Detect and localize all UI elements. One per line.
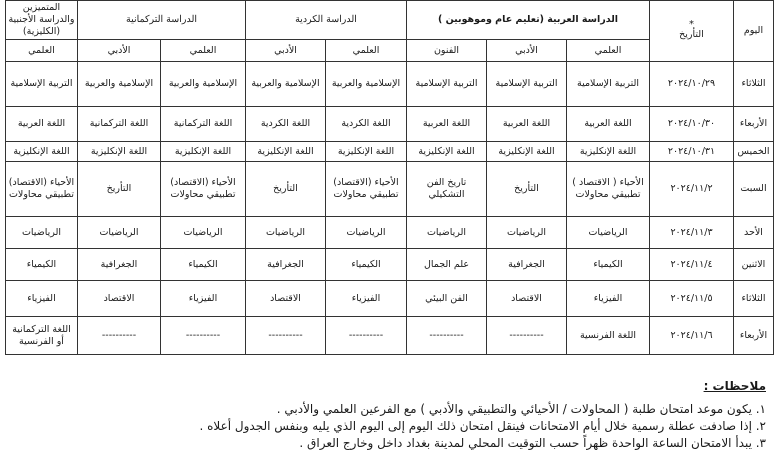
subject-cell: الأحياء (الاقتصاد) تطبيقي محاولات (5, 162, 77, 217)
subject-cell: الفيزياء (567, 281, 650, 317)
subject-cell: اللغة الفرنسية (567, 317, 650, 355)
branch-header: الأدبي (487, 40, 567, 62)
turkmen-group-header: الدراسة التركمانية (77, 1, 245, 40)
subject-cell: التأريخ (487, 162, 567, 217)
table-row (5, 62, 773, 107)
subject-cell: الجغرافية (487, 249, 567, 281)
schedule-body (5, 62, 773, 355)
subject-cell: ---------- (77, 317, 160, 355)
day-cell: الاثنين (734, 249, 774, 281)
table-row (5, 162, 773, 217)
group-header-row (5, 1, 773, 40)
subject-cell: التأريخ (77, 162, 160, 217)
date-cell: ٢٠٢٤/١٠/٣١ (650, 142, 734, 162)
exam-schedule-table (5, 0, 774, 355)
subject-cell: الفيزياء (326, 281, 407, 317)
subject-cell: اللغة التركمانية (161, 107, 246, 142)
day-cell: الخميس (734, 142, 774, 162)
subject-cell: ---------- (407, 317, 487, 355)
subject-cell: اللغة الإنكليزية (487, 142, 567, 162)
notes-title: ملاحظات : (703, 379, 766, 393)
subject-cell: الكيمياء (326, 249, 407, 281)
exam-schedule-sheet (6, 0, 774, 345)
date-cell: ٢٠٢٤/١٠/٣٠ (650, 107, 734, 142)
day-cell: الثلاثاء (734, 62, 774, 107)
note-line: ٣. يبدأ الامتحان الساعة الواحدة ظهراً حسب التوقيت المحلي لمدينة بغداد داخل وخارج العراق . (299, 436, 766, 450)
subject-cell: اللغة العربية (5, 107, 77, 142)
subject-cell: الاقتصاد (77, 281, 160, 317)
subject-cell: اللغة العربية (487, 107, 567, 142)
subject-cell: الرياضيات (246, 217, 326, 249)
table-row (5, 317, 773, 355)
subject-cell: الرياضيات (407, 217, 487, 249)
subject-cell: التربية الإسلامية (567, 62, 650, 107)
subject-cell: اللغة الإنكليزية (77, 142, 160, 162)
subject-cell: ---------- (246, 317, 326, 355)
subject-cell: اللغة الكردية (246, 107, 326, 142)
subject-cell: الإسلامية والعربية (161, 62, 246, 107)
note-line: ٢. إذا صادفت عطلة رسمية خلال أيام الامتحانات فينقل امتحان ذلك اليوم إلى اليوم الذي يليه وبنفس الجدول أعلاه . (199, 419, 766, 433)
subject-cell: تاريخ الفن التشكيلي (407, 162, 487, 217)
day-cell: الأحد (734, 217, 774, 249)
subject-cell: الاقتصاد (246, 281, 326, 317)
branch-header: الأدبي (246, 40, 326, 62)
subject-cell: اللغة الإنكليزية (407, 142, 487, 162)
day-cell: الأربعاء (734, 107, 774, 142)
subject-cell: الفن البيئي (407, 281, 487, 317)
subject-cell: ---------- (487, 317, 567, 355)
day-cell: الأربعاء (734, 317, 774, 355)
table-row (5, 281, 773, 317)
subject-cell: الرياضيات (567, 217, 650, 249)
subject-cell: الجغرافية (246, 249, 326, 281)
date-cell: ٢٠٢٤/١١/٥ (650, 281, 734, 317)
subject-cell: اللغة التركمانية (77, 107, 160, 142)
day-cell: الثلاثاء (734, 281, 774, 317)
subject-cell: علم الجمال (407, 249, 487, 281)
subject-cell: ---------- (161, 317, 246, 355)
notes-section (14, 378, 766, 452)
subject-cell: ---------- (326, 317, 407, 355)
subject-cell: الرياضيات (77, 217, 160, 249)
note-line: ١. يكون موعد امتحان طلبة ( المحاولات / الأحيائي والتطبيقي والأدبي ) مع الفرعين العلمي والأدبي . (276, 402, 766, 416)
table-row (5, 107, 773, 142)
date-cell: ٢٠٢٤/١١/٣ (650, 217, 734, 249)
subject-cell: اللغة التركمانية أو الفرنسية (5, 317, 77, 355)
subject-cell: الرياضيات (487, 217, 567, 249)
subject-cell: الفيزياء (161, 281, 246, 317)
subject-cell: اللغة الإنكليزية (246, 142, 326, 162)
subject-cell: الإسلامية والعربية (77, 62, 160, 107)
day-cell: السبت (734, 162, 774, 217)
branch-header: الفنون (407, 40, 487, 62)
day-header: اليوم (734, 1, 774, 62)
subject-cell: التربية الإسلامية (407, 62, 487, 107)
subject-cell: الإسلامية والعربية (326, 62, 407, 107)
subject-cell: التربية الإسلامية (5, 62, 77, 107)
branch-header: العلمي (567, 40, 650, 62)
date-cell: ٢٠٢٤/١١/٢ (650, 162, 734, 217)
subject-cell: الكيمياء (567, 249, 650, 281)
foreign-group-header: المتميزين والدراسة الأجنبية (الكليزية) (5, 1, 77, 40)
kurdish-group-header: الدراسة الكردية (246, 1, 407, 40)
table-row (5, 142, 773, 162)
subject-cell: الأحياء (الاقتصاد) تطبيقي محاولات (161, 162, 246, 217)
date-header: * التأريخ (650, 1, 734, 62)
branch-header: العلمي (161, 40, 246, 62)
subject-cell: الرياضيات (161, 217, 246, 249)
subject-cell: الأحياء ( الاقتصاد ) تطبيقي محاولات (567, 162, 650, 217)
subject-cell: اللغة الإنكليزية (326, 142, 407, 162)
table-row (5, 249, 773, 281)
subject-cell: اللغة العربية (407, 107, 487, 142)
branch-header: الأدبي (77, 40, 160, 62)
arabic-group-header: الدراسة العربية (تعليم عام وموهوبين ) (407, 1, 650, 40)
subject-cell: الرياضيات (5, 217, 77, 249)
subject-cell: الفيزياء (5, 281, 77, 317)
branch-header: العلمي (5, 40, 77, 62)
subject-cell: التأريخ (246, 162, 326, 217)
subject-cell: الاقتصاد (487, 281, 567, 317)
subject-cell: اللغة الإنكليزية (567, 142, 650, 162)
subject-cell: اللغة الإنكليزية (5, 142, 77, 162)
subject-cell: الكيمياء (161, 249, 246, 281)
date-cell: ٢٠٢٤/١٠/٢٩ (650, 62, 734, 107)
subject-cell: الإسلامية والعربية (246, 62, 326, 107)
subject-cell: اللغة الإنكليزية (161, 142, 246, 162)
date-cell: ٢٠٢٤/١١/٤ (650, 249, 734, 281)
subject-cell: اللغة الكردية (326, 107, 407, 142)
table-row (5, 217, 773, 249)
branch-header: العلمي (326, 40, 407, 62)
date-cell: ٢٠٢٤/١١/٦ (650, 317, 734, 355)
subject-cell: الكيمياء (5, 249, 77, 281)
subject-cell: الأحياء (الاقتصاد) تطبيقي محاولات (326, 162, 407, 217)
subject-cell: التربية الإسلامية (487, 62, 567, 107)
subject-cell: الجغرافية (77, 249, 160, 281)
subject-cell: اللغة العربية (567, 107, 650, 142)
subject-cell: الرياضيات (326, 217, 407, 249)
